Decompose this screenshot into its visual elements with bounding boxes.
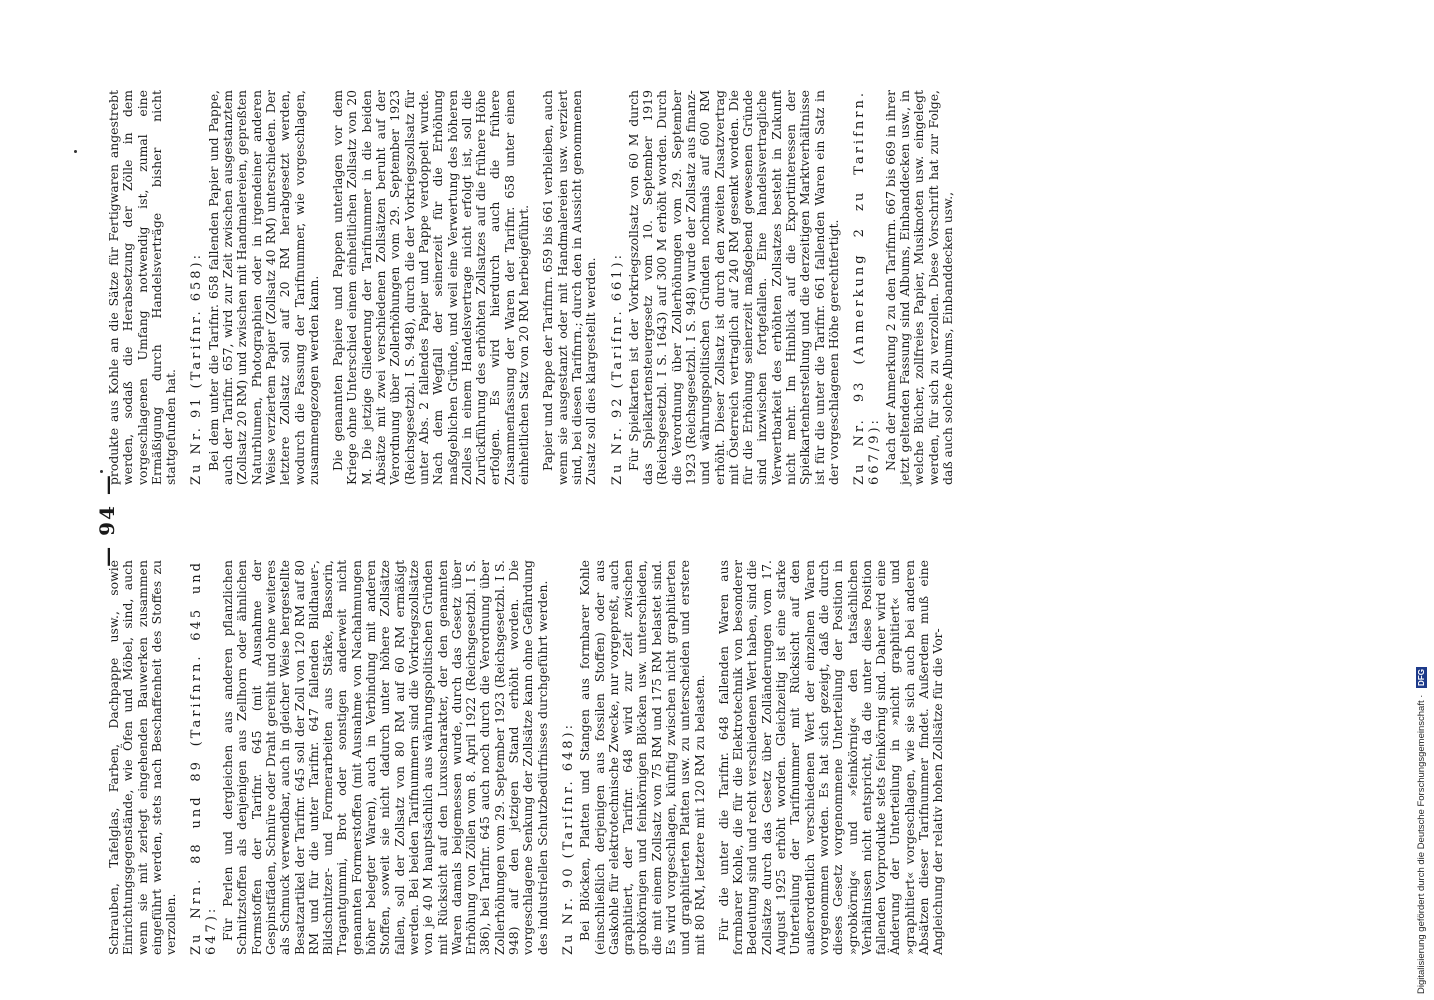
section-heading: Zu Nr. 93 (Anmerkung 2 zu Tarifnrn. 667/9):	[852, 90, 882, 485]
paragraph: Schrauben, Tafelglas, Farben, Dachpappe usw., sowie Einrichtungsgegenstände, wie Öfen und Möbel, sind, auch wenn sie mit zerlegt eingehenden Bauwerken zusammen eingeführt werden, stets nach Beschaffenheit des Stoffes zu verzollen.	[106, 560, 179, 955]
dfg-logo: DFG	[1417, 669, 1426, 686]
scan-speck	[74, 150, 77, 153]
paragraph: produkte aus Kohle an die Sätze für Fertigwaren angestrebt werden, sodaß die Herabsetzung der Zölle in dem vorgeschlagenen Umfang notwendig ist, zumal eine Ermäßigung durch Handelsverträge bisher nicht stattgefunden hat.	[106, 90, 179, 485]
paragraph: Nach der Anmerkung 2 zu den Tarifnrn. 667 bis 669 in ihrer jetzt geltenden Fassung sind Albums, Einbanddecken usw., in welche Bücher, zollfreies Papier, Musiknoten usw. eingelegt werden, für sich zu verzollen. Diese Vorschrift hat zur Folge, daß auch solche Albums, Einbanddecken usw.,	[882, 90, 956, 485]
section-heading: Zu Nrn. 88 und 89 (Tarifnrn. 645 und 647):	[189, 560, 219, 955]
section-heading: Zu Nr. 91 (Tarifnr. 658):	[189, 252, 205, 485]
scan-speck	[100, 470, 103, 473]
page-number: — 94 —	[95, 473, 119, 567]
paragraph: Für die unter die Tarifnr. 648 fallenden Waren aus formbarer Kohle, die für die Elektrotechnik von besonderer Bedeutung sind und recht verschiedenen Wert haben, sind die Zollsätze durch das Gesetz über Zolländerungen vom 17. August 1925 erhöht worden. Gleichzeitig ist eine starke Unterteilung der Tarifnummer mit Rücksicht auf den außerordentlich verschiedenen Wert der einzelnen Waren vorgenommen worden. Es hat sich gezeigt, daß die durch dieses Gesetz vorgenommene Unterteilung der Position in »grobkörnig« und »feinkörnig« den tatsächlichen Verhältnissen nicht entspricht, da die unter diese Position fallenden Vorprodukte stets feinkörnig sind. Daher wird eine Änderung der Unterteilung in »nicht graphitiert« und »graphitiert« vorgeschlagen, wie sie sich auch bei anderen Absätzen dieser Tarifnummer findet. Außerdem muß eine Angleichung der relativ hohen Zollsätze für die Vor-	[715, 560, 946, 955]
left-column	[107, 560, 956, 955]
digitization-credit	[1413, 6, 1431, 994]
paragraph: Für Spielkarten ist der Vorkriegszollsatz von 60 M durch das Spielkartensteuergesetz vom 10. September 1919 (Reichsgesetzbl. I S. 1643) auf 300 M erhöht worden. Durch die Verordnung über Zollerhöhungen vom 29. September 1923 (Reichsgesetzbl. I S. 948) wurde der Zollsatz aus finanz- und währungspolitischen Gründen nochmals auf 600 RM erhöht. Dieser Zollsatz ist durch den zweiten Zusatzvertrag mit Österreich vertraglich auf 240 RM gesenkt worden. Die für die Erhöhung seinerzeit maßgebend gewesenen Gründe sind inzwischen fortgefallen. Eine handelsvertragliche Verwertbarkeit des erhöhten Zollsatzes besteht in Zukunft nicht mehr. Im Hinblick auf die Exportinteressen der Spielkartenherstellung und die derzeitigen Marktverhältnisse ist für die unter die Tarifnr. 661 fallenden Waren ein Satz in der vorgeschlagenen Höhe gerechtfertigt.	[625, 90, 841, 485]
section-heading: Zu Nr. 90 (Tarifnr. 648):	[560, 722, 576, 955]
paragraph: Bei Blöcken, Platten und Stangen aus formbarer Kohle (einschließlich derjenigen aus fossilen Stoffen) oder aus Gaskohle für elektrotechnische Zwecke, nur vorgepreßt, auch graphitiert, der Tarifnr. 648 wird zur Zeit zwischen grobkörnigen und feinkörnigen Blöcken usw. unterschieden, die mit einem Zollsatz von 75 RM und 175 RM belastet sind. Es wird vorgeschlagen, künftig zwischen nicht graphitierten und graphitierten Platten usw. zu unterscheiden und erstere mit 80 RM, letztere mit 120 RM zu belasten.	[577, 560, 707, 955]
paragraph: Bei dem unter die Tarifnr. 658 fallenden Papier und Pappe, auch der Tarifnr. 657, wird zur Zeit zwischen ausgestanztem (Zollsatz 20 RM) und zwischen mit Handmalereien, gepreßten Naturblumen, Photographien oder in irgendeiner anderen Weise verziertem Papier (Zollsatz 40 RM) unterschieden. Der letztere Zollsatz soll auf 20 RM herabgesetzt werden, wodurch die Fassung der Tarifnummer, wie vorgeschlagen, zusammengezogen werden kann.	[205, 90, 321, 485]
paragraph: Die genannten Papiere und Pappen unterlagen vor dem Kriege ohne Unterschied einem einheitlichen Zollsatz von 20 M. Die jetzige Gliederung der Tarifnummer in die beiden Absätze mit zwei verschiedenen Zollsätzen beruht auf der Verordnung über Zollerhöhungen vom 29. September 1923 (Reichsgesetzbl. I S. 948), durch die der Vorkriegszollsatz für unter Abs. 2 fallendes Papier und Pappe verdoppelt wurde. Nach dem Wegfall der seinerzeit für die Erhöhung maßgeblichen Gründe, und weil eine Verwertung des höheren Zolles in einem Handelsvertrage nicht erfolgt ist, soll die Zurückführung des erhöhten Zollsatzes auf die frühere Höhe erfolgen. Es wird hierdurch auch die frühere Zusammenfassung der Waren der Tarifnr. 658 unter einen einheitlichen Satz von 20 RM herbeigeführt.	[330, 90, 532, 485]
right-column	[107, 90, 965, 485]
document-page	[95, 85, 1315, 955]
paragraph: Für Perlen und dergleichen aus anderen pflanzlichen Schnitzstoffen als denjenigen aus Zellhorn oder ähnlichen Formstoffen der Tarifnr. 645 (mit Ausnahme der Gespinstfäden, Schnüre oder Draht gereiht und ohne weiteres als Schmuck verwendbar, auch in gleicher Weise hergestellte Besatzartikel der Tarifnr. 645 soll der Zoll von 120 RM auf 80 RM und für die unter Tarifnr. 647 fallenden Bildhauer-, Bildschnitzer- und Formerarbeiten aus Stärke, Bassorin, Tragantgummi, Brot oder sonstigen anderweit nicht genannten Formerstoffen (mit Ausnahme von Nachahmungen höher belegter Waren), auch in Verbindung mit anderen Stoffen, soweit sie nicht dadurch unter höhere Zollsätze fallen, soll der Zollsatz von 80 RM auf 60 RM ermäßigt werden. Bei beiden Tarifnummern sind die Vorkriegszollsätze von je 40 M hauptsächlich aus währungspolitischen Gründen mit Rücksicht auf den Luxuscharakter, der den genannten Waren damals beigemessen wurde, durch das Gesetz über Erhöhung von Zöllen vom 8. April 1922 (Reichsgesetzbl. I S. 386), bei Tarifnr. 645 auch noch durch die Verordnung über Zollerhöhungen vom 29. September 1923 (Reichsgesetzbl. I S. 948) auf den jetzigen Stand erhöht worden. Die vorgeschlagene Senkung der Zollsätze kann ohne Gefährdung des industriellen Schutzbedürfnisses durchgeführt werden.	[220, 560, 550, 955]
paragraph: Papier und Pappe der Tarifnrn. 659 bis 661 verbleiben, auch wenn sie ausgestanzt oder mit Handmalereien usw. verziert sind, bei diesen Tarifnrn.; durch den in Aussicht genommenen Zusatz soll dies klargestellt werden.	[540, 90, 599, 485]
credit-text: Digitalisierung gefördert durch die Deutsche Forschungsgemeinschaft ·	[1416, 694, 1427, 994]
section-heading: Zu Nr. 92 (Tarifnr. 661):	[609, 252, 625, 485]
